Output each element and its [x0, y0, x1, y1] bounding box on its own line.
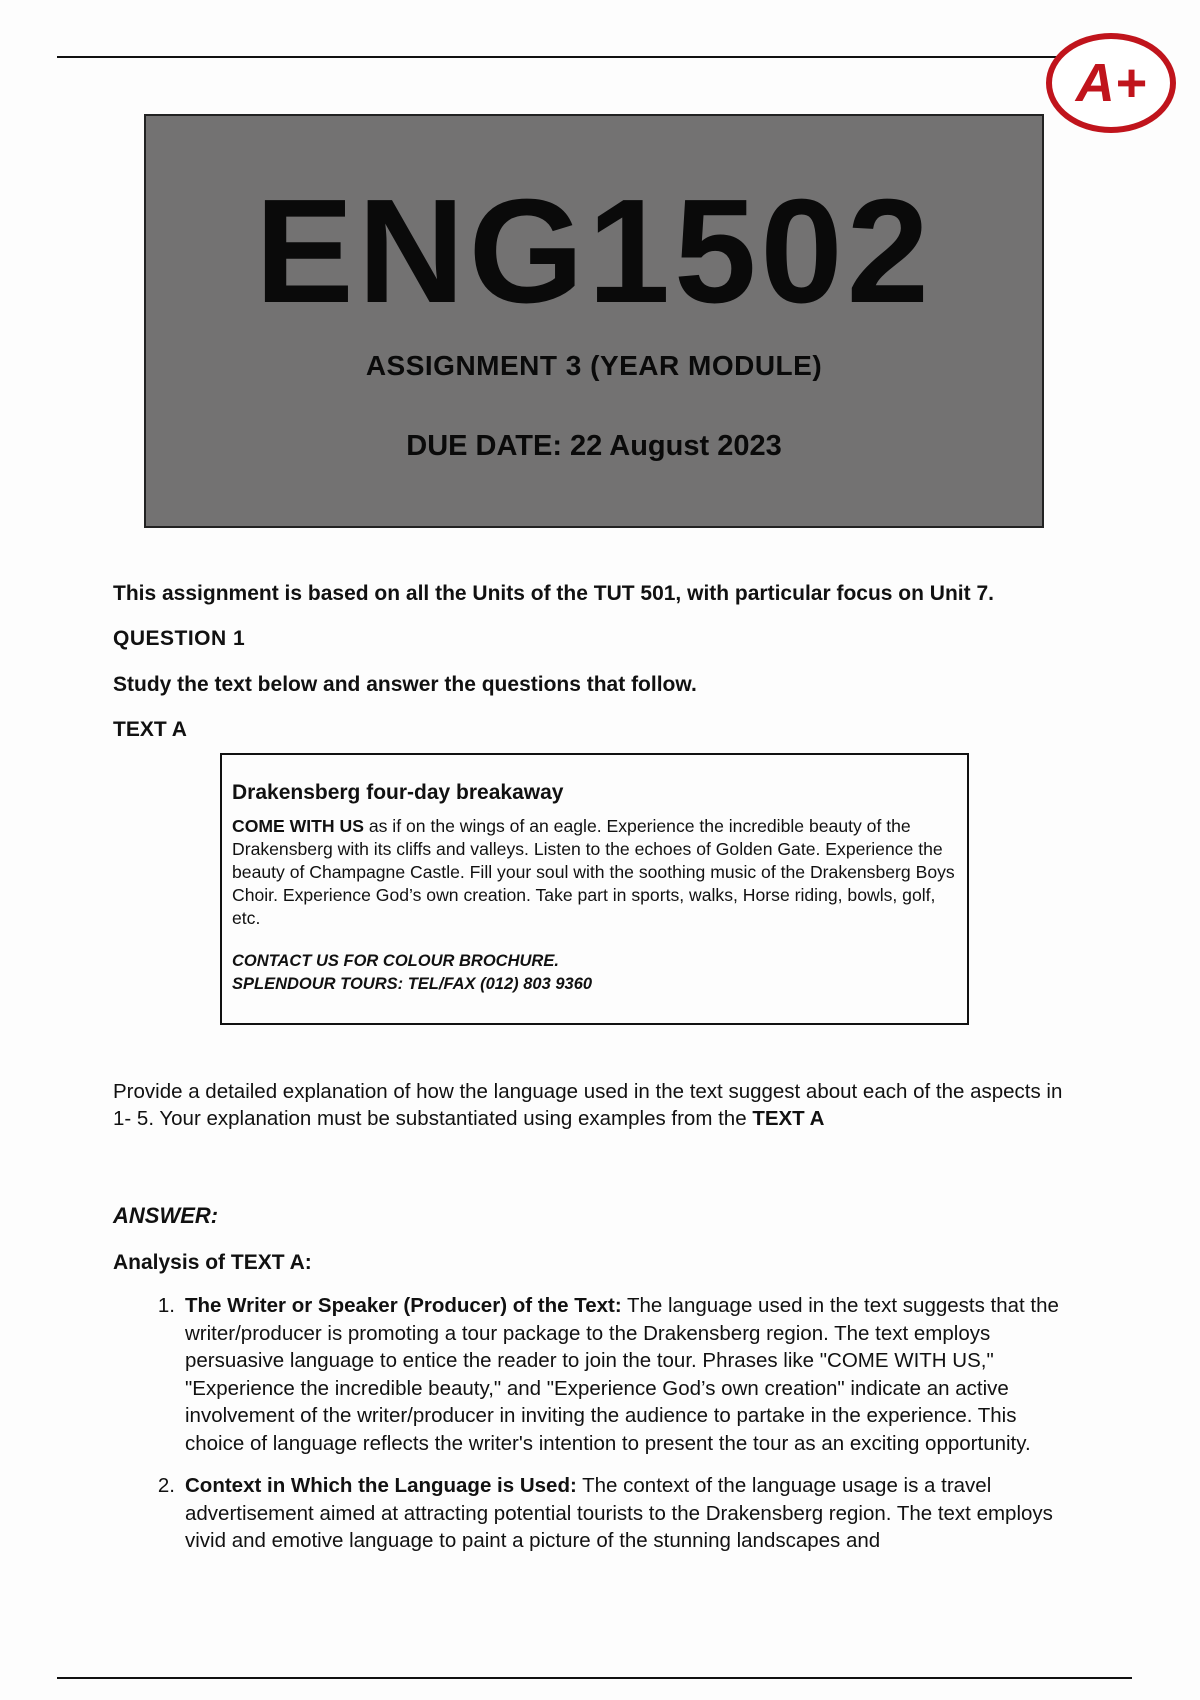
instruction-text: Study the text below and answer the questions that follow.: [113, 673, 697, 696]
bottom-rule: [57, 1677, 1132, 1679]
analysis-heading: Analysis of TEXT A:: [113, 1251, 312, 1274]
badge-label: A+: [1075, 53, 1147, 113]
question-heading: QUESTION 1: [113, 627, 246, 650]
top-rule: [57, 56, 1057, 58]
list-item-text: The context of the language usage is a travel advertisement aimed at attracting potential tourists to the Drakensberg region. The text employs vivid and emotive language to paint a picture of the stunning landscapes and: [185, 1474, 1053, 1552]
advert-lead: COME WITH US: [232, 816, 364, 836]
list-item-body: [185, 1472, 1073, 1555]
advert-body: [232, 815, 957, 930]
list-item-title: The Writer or Speaker (Producer) of the Text:: [185, 1294, 622, 1317]
list-item: [113, 1292, 1073, 1457]
list-item-title: Context in Which the Language is Used:: [185, 1474, 577, 1497]
text-a-advert-box: [220, 753, 969, 1025]
task-emphasis: TEXT A: [752, 1107, 825, 1130]
a-plus-grade-badge: [1046, 33, 1176, 133]
list-item-number: 2.: [157, 1474, 175, 1497]
list-item-number: 1.: [157, 1294, 175, 1317]
task-text: Provide a detailed explanation of how the language used in the text suggest about each of the aspects in 1- 5. Your explanation must be substantiated using examples from the: [113, 1080, 1063, 1130]
advert-contact-line2: SPLENDOUR TOURS: TEL/FAX (012) 803 9360: [232, 975, 593, 993]
intro-text: This assignment is based on all the Units of the TUT 501, with particular focus on Unit 7.: [113, 582, 994, 605]
advert-body-text: as if on the wings of an eagle. Experience the incredible beauty of the Drakensberg with its cliffs and valleys. Listen to the echoes of Golden Gate. Experience the beauty of Champagne Castle. Fill your soul with the soothing music of the Drakensberg Boys Choir. Experience God’s own creation. Take part in sports, walks, Horse riding, bowls, golf, etc.: [232, 816, 955, 928]
course-code: ENG1502: [255, 169, 933, 334]
list-item: [113, 1472, 1073, 1555]
advert-contact: [232, 950, 957, 996]
list-item-text: The language used in the text suggests that the writer/producer is promoting a tour package to the Drakensberg region. The text employs persuasive language to entice the reader to join the tour. Phrases like "COME WITH US," "Experience the incredible beauty," and "Experience God’s own creation" indicate an active involvement of the writer/producer in inviting the audience to partake in the experience. This choice of language reflects the writer's intention to present the tour as an exciting opportunity.: [185, 1294, 1059, 1455]
answer-label: ANSWER:: [113, 1203, 219, 1228]
advert-contact-line1: CONTACT US FOR COLOUR BROCHURE.: [232, 952, 559, 970]
task-instruction: [113, 1078, 1073, 1132]
analysis-list: [113, 1292, 1073, 1555]
due-date: DUE DATE: 22 August 2023: [406, 430, 782, 462]
title-banner: [144, 114, 1044, 528]
text-a-label: TEXT A: [113, 718, 187, 741]
assignment-title: ASSIGNMENT 3 (YEAR MODULE): [365, 350, 823, 381]
advert-title: Drakensberg four-day breakaway: [232, 781, 564, 804]
list-item-body: [185, 1292, 1073, 1457]
